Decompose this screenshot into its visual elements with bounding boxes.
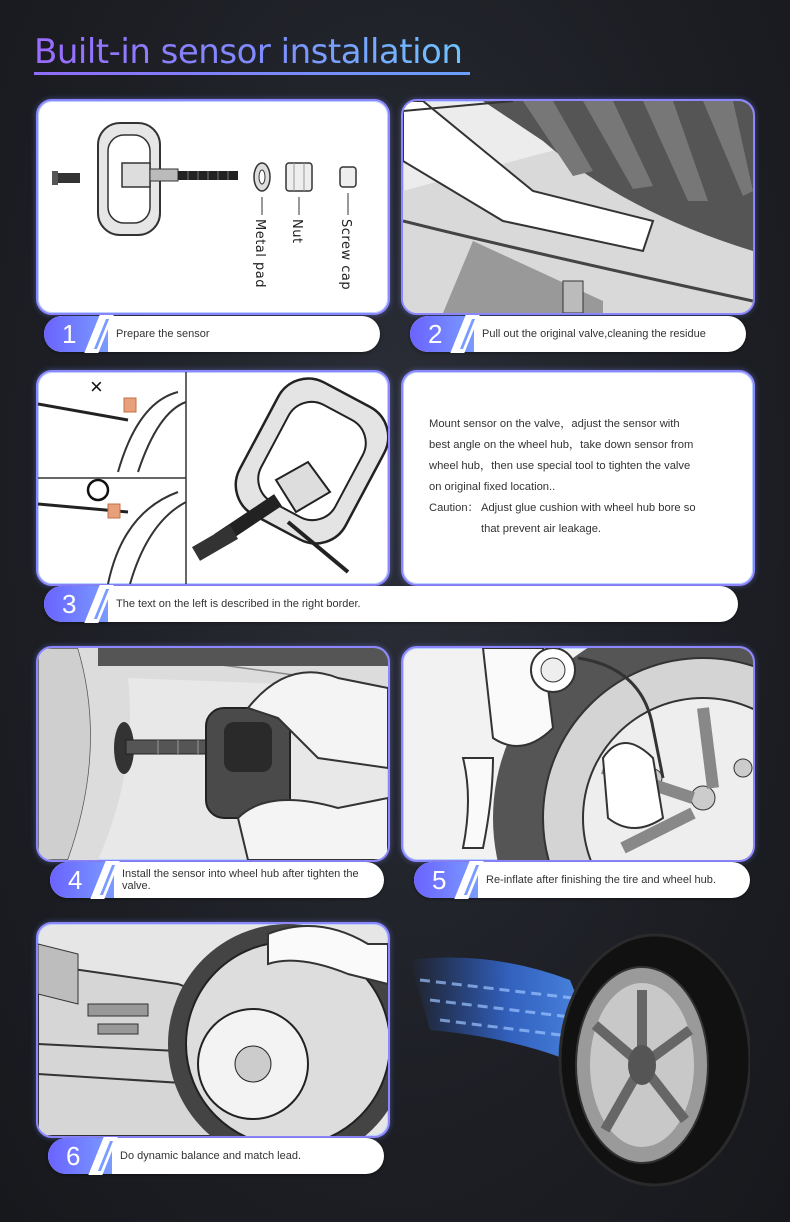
tire-tool-drawing [403,101,753,313]
step1-illustration [36,99,390,315]
label-metal-pad: Metal pad [252,219,267,288]
step-text: The text on the left is described in the right border. [116,598,361,610]
step-number: 3 [44,586,108,622]
caution-line-2: that prevent air leakage. [481,523,602,535]
desc-line: best angle on the wheel hub，take down sensor from [429,439,694,451]
step5-illustration [401,646,755,862]
wrong-mark: × [90,374,103,399]
step5-caption [414,862,750,898]
title-underline [34,72,470,75]
desc-line: wheel hub，then use special tool to tighten the valve [429,460,691,472]
label-screw-cap: Screw cap [338,219,353,291]
step-text: Re-inflate after finishing the tire and wheel hub. [486,874,716,886]
step3-description-panel [401,370,755,586]
sensor-parts-drawing [38,101,388,313]
step4-caption [50,862,384,898]
tire-decoration [410,920,750,1200]
step1-caption [44,316,380,352]
step-number: 2 [410,316,474,352]
label-nut: Nut [289,219,304,244]
step6-caption [48,1138,384,1174]
step4-illustration [36,646,390,862]
step3-caption [44,586,738,622]
step-number: 4 [50,862,114,898]
step3-illustration [36,370,390,586]
step-number: 1 [44,316,108,352]
step-number: 6 [48,1138,112,1174]
step-text: Do dynamic balance and match lead. [120,1150,301,1162]
desc-line: Mount sensor on the valve，adjust the sensor with [429,418,680,430]
caution-text: Adjust glue cushion with wheel hub bore so [481,502,696,514]
page-title: Built-in sensor installation [34,32,463,72]
balancing-machine-drawing [38,924,388,1136]
step2-illustration [401,99,755,315]
step-number: 5 [414,862,478,898]
step6-illustration [36,922,390,1138]
install-sensor-drawing [38,648,388,860]
step-text: Install the sensor into wheel hub after tighten the valve. [122,868,359,892]
step3-description [429,414,729,540]
reinflate-drawing [403,648,753,860]
caution-label: Caution： [429,502,479,514]
step2-caption [410,316,746,352]
step-text: Prepare the sensor [116,328,210,340]
desc-line: on original fixed location.. [429,481,556,493]
caution-line [429,498,729,519]
step-text: Pull out the original valve,cleaning the residue [482,328,706,340]
sensor-mounting-drawing [38,372,388,584]
